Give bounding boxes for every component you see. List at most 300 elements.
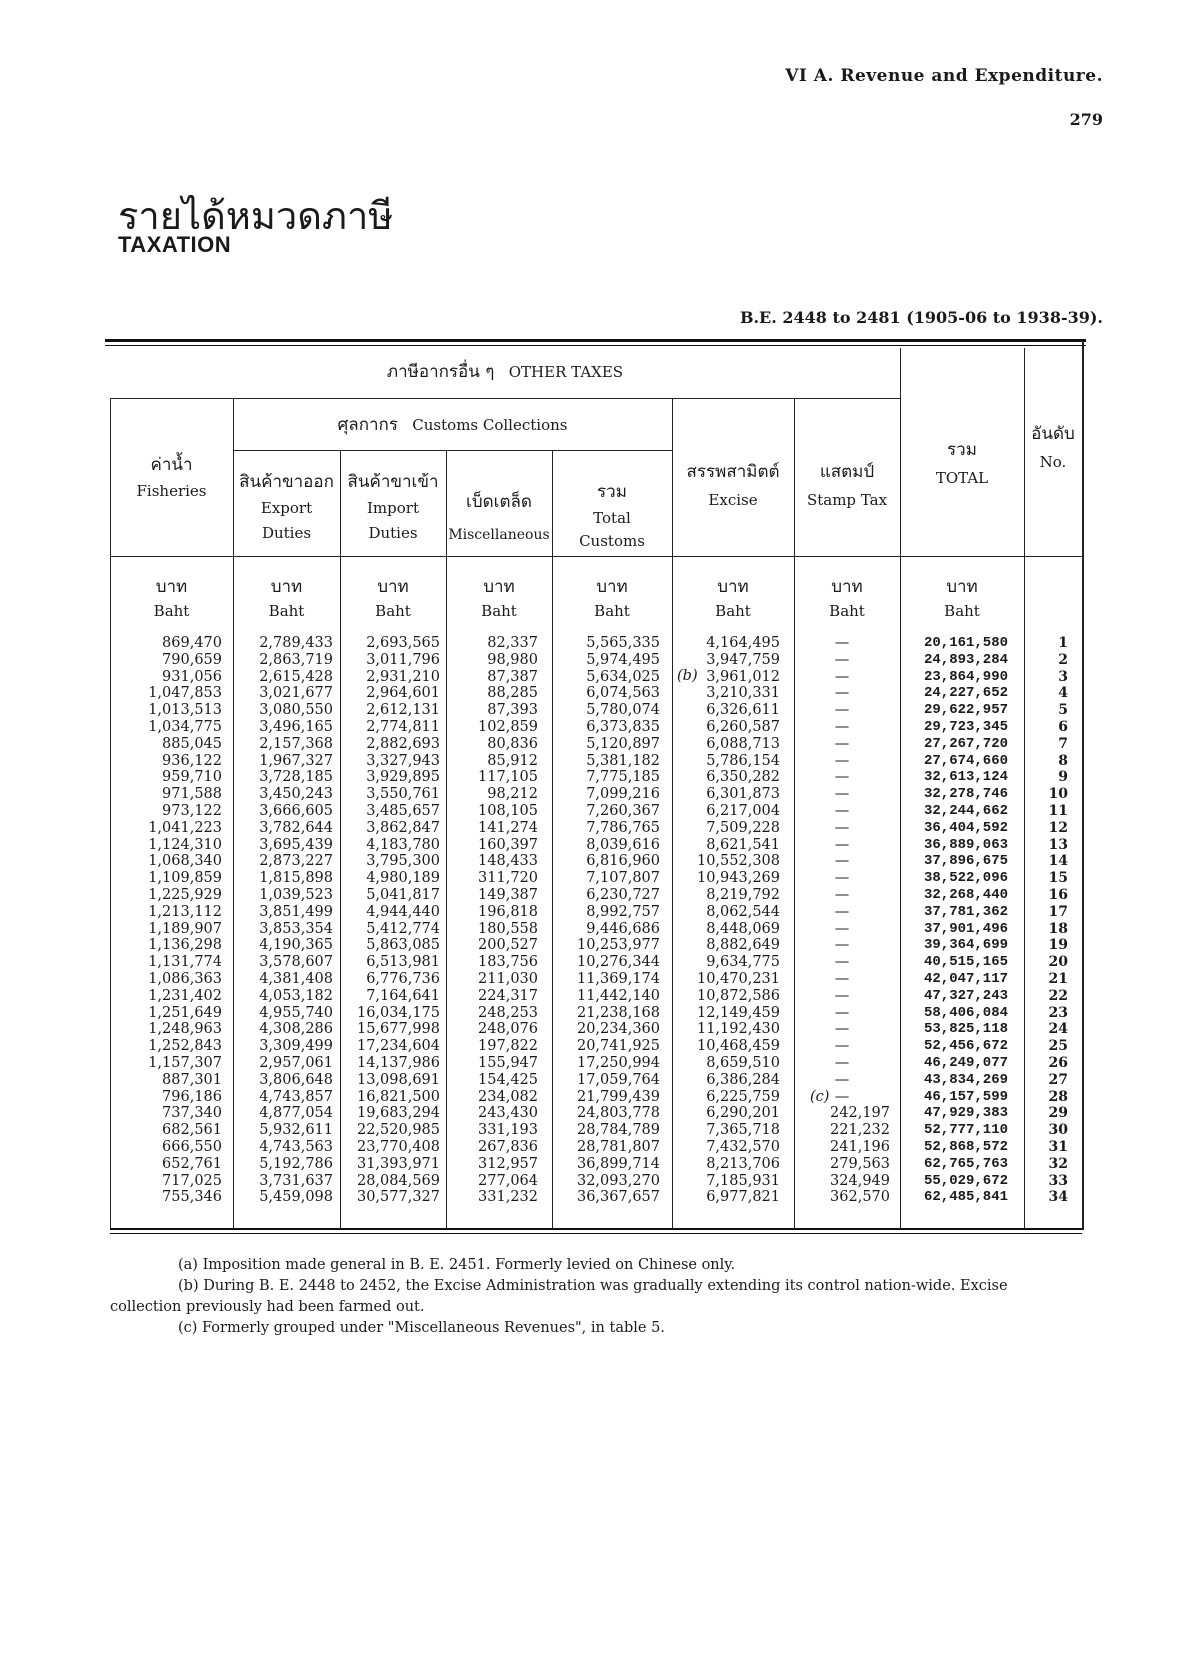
table-cell: 1,039,523 (259, 886, 333, 903)
table-cell: 4,980,189 (366, 870, 440, 887)
header-rule (110, 398, 900, 399)
table-cell: 1,041,223 (148, 819, 222, 836)
table-cell: 10,872,586 (696, 987, 780, 1004)
table-cell: 5,041,817 (366, 886, 440, 903)
import-duties-column (340, 635, 440, 1206)
table-cell: 197,822 (478, 1038, 538, 1055)
unit-label: บาท Baht (375, 577, 411, 620)
table-cell: — (834, 819, 850, 836)
table-cell: 666,550 (162, 1138, 222, 1155)
page-number: 279 (1069, 110, 1103, 129)
table-cell: 4,955,740 (259, 1004, 333, 1021)
table-cell: 242,197 (830, 1105, 890, 1122)
table-cell: 8,992,757 (586, 903, 660, 920)
table-cell: 7,107,807 (586, 870, 660, 887)
table-cell: 180,558 (478, 920, 538, 937)
table-cell: 6,977,821 (706, 1189, 780, 1206)
other-taxes-header (110, 362, 900, 383)
table-cell: 21,799,439 (576, 1088, 660, 1105)
table-cell: — (834, 836, 850, 853)
table-cell: — (834, 1038, 850, 1055)
table-cell: 1,131,774 (148, 954, 222, 971)
table-cell: 32 (1048, 1155, 1068, 1172)
table-cell: 6,290,201 (706, 1105, 780, 1122)
table-cell: 9,446,686 (586, 920, 660, 937)
table-cell: 4,053,182 (259, 987, 333, 1004)
table-cell: 3,021,677 (259, 685, 333, 702)
table-cell: 20,161,580 (923, 635, 1008, 651)
page-title: TAXATION (118, 232, 232, 257)
table-cell: 9 (1058, 769, 1068, 786)
table-cell: 12 (1048, 819, 1068, 836)
table-cell: 2,157,368 (259, 735, 333, 752)
table-cell: — (834, 1021, 850, 1038)
table-cell: 28,084,569 (356, 1172, 440, 1189)
table-cell: 30 (1048, 1122, 1068, 1139)
table-cell: 8 (1058, 752, 1068, 769)
table-cell: 973,122 (162, 802, 222, 819)
table-cell: 3 (1058, 668, 1068, 685)
table-cell: 62,765,763 (923, 1155, 1008, 1172)
table-cell: — (834, 735, 850, 752)
table-cell: 1,231,402 (148, 987, 222, 1004)
table-cell: 7,365,718 (706, 1122, 780, 1139)
table-cell: 27,267,720 (923, 735, 1008, 752)
unit-label: บาท Baht (481, 577, 517, 620)
table-cell: 26 (1048, 1054, 1068, 1071)
table-cell: 1,967,327 (259, 752, 333, 769)
table-cell: 31,393,971 (356, 1155, 440, 1172)
table-cell: 267,836 (478, 1138, 538, 1155)
table-cell: 1,252,843 (148, 1038, 222, 1055)
table-cell: 1,136,298 (148, 937, 222, 954)
table-cell: 196,818 (478, 903, 538, 920)
table-cell: 1,815,898 (259, 870, 333, 887)
table-cell: 16,034,175 (356, 1004, 440, 1021)
table-cell: 1,034,775 (148, 718, 222, 735)
table-cell: 6,513,981 (366, 954, 440, 971)
table-cell: — (834, 937, 850, 954)
table-cell: 362,570 (830, 1189, 890, 1206)
table-cell: 959,710 (162, 769, 222, 786)
table-cell: 21 (1048, 970, 1068, 987)
footnote-marker-c: (c) (810, 1089, 830, 1105)
table-cell: 47,327,243 (923, 987, 1008, 1004)
table-cell: — (834, 1054, 850, 1071)
table-cell: 10,276,344 (576, 954, 660, 971)
table-cell: 8,659,510 (706, 1054, 780, 1071)
table-cell: 2,612,131 (366, 702, 440, 719)
table-cell: 32,613,124 (923, 769, 1008, 786)
table-cell: 5,634,025 (586, 668, 660, 685)
table-cell: 10 (1048, 786, 1068, 803)
table-cell: 887,301 (162, 1071, 222, 1088)
table-cell: 936,122 (162, 752, 222, 769)
table-top-rule-thin (105, 345, 1086, 346)
table-cell: 20,741,925 (576, 1038, 660, 1055)
table-cell: 46,249,077 (923, 1054, 1008, 1071)
table-cell: 5,120,897 (586, 735, 660, 752)
table-cell: 5,786,154 (706, 752, 780, 769)
table-cell: 3,309,499 (259, 1038, 333, 1055)
table-cell: 19 (1048, 937, 1068, 954)
unit-label: บาท Baht (594, 577, 630, 620)
customs-header (233, 415, 672, 436)
table-cell: 47,929,383 (923, 1105, 1008, 1122)
total-header: รวม TOTAL (935, 440, 989, 488)
table-cell: 55,029,672 (923, 1172, 1008, 1189)
table-cell: 17,234,604 (356, 1038, 440, 1055)
table-cell: 3,210,331 (706, 685, 780, 702)
table-cell: 6,217,004 (706, 802, 780, 819)
table-cell: — (834, 870, 850, 887)
table-cell: — (834, 769, 850, 786)
table-cell: 13 (1048, 836, 1068, 853)
table-cell: 24,803,778 (576, 1105, 660, 1122)
table-cell: 42,047,117 (923, 970, 1008, 987)
table-cell: — (834, 920, 850, 937)
table-cell: 6,260,587 (706, 718, 780, 735)
table-cell: 7,432,570 (706, 1138, 780, 1155)
table-cell: 3,496,165 (259, 718, 333, 735)
table-cell: 149,387 (478, 886, 538, 903)
table-cell: 36,367,657 (576, 1189, 660, 1206)
table-cell: 4,381,408 (259, 970, 333, 987)
table-cell: 38,522,096 (923, 870, 1008, 887)
table-cell: 1,086,363 (148, 970, 222, 987)
table-cell: 154,425 (478, 1071, 538, 1088)
table-cell: 3,450,243 (259, 786, 333, 803)
table-cell: 62,485,841 (923, 1189, 1008, 1206)
table-cell: 7 (1058, 735, 1068, 752)
table-cell: 27 (1048, 1071, 1068, 1088)
table-cell: 931,056 (162, 668, 222, 685)
table-cell: 279,563 (830, 1155, 890, 1172)
table-cell: 234,082 (478, 1088, 538, 1105)
table-cell: 8,213,706 (706, 1155, 780, 1172)
export-duties-column (233, 635, 333, 1206)
customs-english: Customs Collections (412, 416, 568, 434)
table-cell: 248,076 (478, 1021, 538, 1038)
table-cell: 6 (1058, 718, 1068, 735)
table-cell: 737,340 (162, 1105, 222, 1122)
table-cell: 8,062,544 (706, 903, 780, 920)
table-cell: 82,337 (487, 635, 538, 651)
table-cell: 4,308,286 (259, 1021, 333, 1038)
table-cell: 98,980 (487, 651, 538, 668)
footnote-c: (c) Formerly grouped under "Miscellaneous Revenues", in table 5. (178, 1320, 665, 1336)
table-cell: — (834, 802, 850, 819)
table-cell: 5 (1058, 702, 1068, 719)
table-cell: 4,743,563 (259, 1138, 333, 1155)
table-cell: 5,565,335 (586, 635, 660, 651)
table-cell: 8,039,616 (586, 836, 660, 853)
table-cell: 8,448,069 (706, 920, 780, 937)
table-cell: 2,774,811 (366, 718, 440, 735)
table-cell: 1,213,112 (148, 903, 222, 920)
table-cell: 20 (1048, 954, 1068, 971)
table-cell: 7,786,765 (586, 819, 660, 836)
table-cell: 31 (1048, 1138, 1068, 1155)
table-cell: 11,442,140 (576, 987, 660, 1004)
table-cell: 53,825,118 (923, 1021, 1008, 1038)
table-cell: 790,659 (162, 651, 222, 668)
table-cell: 6,373,835 (586, 718, 660, 735)
table-cell: 7,509,228 (706, 819, 780, 836)
table-cell: 12,149,459 (696, 1004, 780, 1021)
table-top-rule (105, 339, 1086, 342)
table-cell: 17,059,764 (576, 1071, 660, 1088)
table-cell: 311,720 (478, 870, 538, 887)
table-cell: 4,164,495 (706, 635, 780, 651)
table-cell: 1,225,929 (148, 886, 222, 903)
table-cell: 5,863,085 (366, 937, 440, 954)
table-cell: — (834, 718, 850, 735)
table-cell: 248,253 (478, 1004, 538, 1021)
total-customs-column (552, 635, 660, 1206)
footnote-a: (a) Imposition made general in B. E. 2451. Formerly levied on Chinese only. (178, 1257, 736, 1273)
period-label: B.E. 2448 to 2481 (1905-06 to 1938-39). (739, 308, 1103, 327)
table-cell: 3,862,847 (366, 819, 440, 836)
table-cell: 7,164,641 (366, 987, 440, 1004)
table-cell: 3,806,648 (259, 1071, 333, 1088)
table-cell: 29 (1048, 1105, 1068, 1122)
table-cell: 2 (1058, 651, 1068, 668)
table-cell: 1,124,310 (148, 836, 222, 853)
table-cell: 211,030 (478, 970, 538, 987)
table-cell: 33 (1048, 1172, 1068, 1189)
table-cell: 1,013,513 (148, 702, 222, 719)
table-cell: 1,157,307 (148, 1054, 222, 1071)
table-cell: — (834, 987, 850, 1004)
table-cell: 85,912 (487, 752, 538, 769)
customs-thai: ศุลกากร (337, 415, 398, 435)
table-cell: — (834, 1088, 850, 1105)
table-cell: — (834, 886, 850, 903)
table-cell: — (834, 903, 850, 920)
table-cell: 4,190,365 (259, 937, 333, 954)
table-cell: 39,364,699 (923, 937, 1008, 954)
table-cell: 2,693,565 (366, 635, 440, 651)
table-cell: 28 (1048, 1088, 1068, 1105)
table-cell: 6,776,736 (366, 970, 440, 987)
table-cell: 24,893,284 (923, 651, 1008, 668)
table-cell: 3,728,185 (259, 769, 333, 786)
table-cell: 11,369,174 (576, 970, 660, 987)
table-cell: 10,470,231 (696, 970, 780, 987)
table-cell: 2,931,210 (366, 668, 440, 685)
table-cell: 796,186 (162, 1088, 222, 1105)
footnote-marker-b: (b) (677, 668, 698, 684)
table-cell: 98,212 (487, 786, 538, 803)
table-cell: 88,285 (487, 685, 538, 702)
table-cell: 3,327,943 (366, 752, 440, 769)
footnote-b: (b) During B. E. 2448 to 2452, the Excise Administration was gradually extending its control nation-wide. Excise (178, 1278, 1008, 1294)
table-cell: 2,863,719 (259, 651, 333, 668)
table-cell: 16,821,500 (356, 1088, 440, 1105)
table-cell: 6,230,727 (586, 886, 660, 903)
table-cell: 1,109,859 (148, 870, 222, 887)
table-cell: 32,268,440 (923, 886, 1008, 903)
table-cell: 324,949 (830, 1172, 890, 1189)
table-cell: 21,238,168 (576, 1004, 660, 1021)
table-cell: 87,393 (487, 702, 538, 719)
table-cell: 3,851,499 (259, 903, 333, 920)
table-cell: 160,397 (478, 836, 538, 853)
table-cell: 7,775,185 (586, 769, 660, 786)
table-cell: — (834, 752, 850, 769)
table-cell: 108,105 (478, 802, 538, 819)
table-cell: 6,326,611 (706, 702, 780, 719)
table-bottom-rule-thin (110, 1233, 1082, 1234)
fisheries-header: ค่าน้ำ Fisheries (136, 455, 207, 501)
table-cell: 331,232 (478, 1189, 538, 1206)
table-cell: 5,381,182 (586, 752, 660, 769)
table-cell: 331,193 (478, 1122, 538, 1139)
table-cell: 10,943,269 (696, 870, 780, 887)
table-cell: 58,406,084 (923, 1004, 1008, 1021)
table-cell: 3,731,637 (259, 1172, 333, 1189)
table-cell: 755,346 (162, 1189, 222, 1206)
table-cell: 4,877,054 (259, 1105, 333, 1122)
table-cell: 14 (1048, 853, 1068, 870)
table-cell: 2,957,061 (259, 1054, 333, 1071)
unit-label: บาท Baht (153, 577, 190, 620)
section-header: VI A. Revenue and Expenditure. (785, 66, 1103, 86)
table-cell: 2,882,693 (366, 735, 440, 752)
table-cell: 80,836 (487, 735, 538, 752)
table-cell: 3,961,012 (706, 668, 780, 685)
table-cell: — (834, 1071, 850, 1088)
table-cell: 2,615,428 (259, 668, 333, 685)
total-column (900, 635, 1008, 1206)
table-cell: — (834, 651, 850, 668)
table-cell: 32,093,270 (576, 1172, 660, 1189)
table-cell: — (834, 786, 850, 803)
table-cell: 5,412,774 (366, 920, 440, 937)
export-duties-header: สินค้าขาออก Export Duties (239, 472, 334, 542)
table-cell: 36,889,063 (923, 836, 1008, 853)
table-cell: 652,761 (162, 1155, 222, 1172)
table-cell: 1,189,907 (148, 920, 222, 937)
table-cell: 3,485,657 (366, 802, 440, 819)
table-cell: 15 (1048, 870, 1068, 887)
table-cell: 5,459,098 (259, 1189, 333, 1206)
table-cell: 312,957 (478, 1155, 538, 1172)
table-cell: 46,157,599 (923, 1088, 1008, 1105)
table-cell: 155,947 (478, 1054, 538, 1071)
table-cell: 43,834,269 (923, 1071, 1008, 1088)
table-cell: 16 (1048, 886, 1068, 903)
miscellaneous-column (446, 635, 538, 1206)
table-cell: 4,183,780 (366, 836, 440, 853)
table-cell: 1,047,853 (148, 685, 222, 702)
table-cell: — (834, 635, 850, 651)
table-cell: 17 (1048, 903, 1068, 920)
table-cell: 23,864,990 (923, 668, 1008, 685)
table-cell: 3,929,895 (366, 769, 440, 786)
table-cell: 3,666,605 (259, 802, 333, 819)
table-cell: 3,795,300 (366, 853, 440, 870)
table-cell: 10,253,977 (576, 937, 660, 954)
table-cell: — (834, 685, 850, 702)
table-cell: 6,088,713 (706, 735, 780, 752)
table-cell: 4 (1058, 685, 1068, 702)
table-cell: — (834, 668, 850, 685)
row-number-column (1024, 635, 1068, 1206)
table-cell: 2,964,601 (366, 685, 440, 702)
table-cell: 141,274 (478, 819, 538, 836)
table-cell: — (834, 853, 850, 870)
header-rule (233, 450, 672, 451)
table-cell: 7,099,216 (586, 786, 660, 803)
table-cell: 1 (1058, 635, 1068, 651)
table-cell: 14,137,986 (356, 1054, 440, 1071)
table-bottom-rule (110, 1228, 1082, 1230)
table-cell: 19,683,294 (356, 1105, 440, 1122)
table-cell: 24 (1048, 1021, 1068, 1038)
total-customs-header: รวม Total Customs (579, 482, 645, 550)
unit-label: บาท Baht (829, 577, 865, 620)
table-cell: 8,219,792 (706, 886, 780, 903)
table-cell: 6,350,282 (706, 769, 780, 786)
table-cell: 9,634,775 (706, 954, 780, 971)
table-cell: 52,777,110 (923, 1122, 1008, 1139)
table-cell: 6,225,759 (706, 1088, 780, 1105)
table-cell: 32,244,662 (923, 802, 1008, 819)
table-cell: 15,677,998 (356, 1021, 440, 1038)
table-cell: 37,901,496 (923, 920, 1008, 937)
table-cell: 6,386,284 (706, 1071, 780, 1088)
other-taxes-thai: ภาษีอากรอื่น ๆ (386, 362, 495, 382)
table-cell: 971,588 (162, 786, 222, 803)
table-cell: 11,192,430 (696, 1021, 780, 1038)
table-cell: 8,882,649 (706, 937, 780, 954)
table-cell: 17,250,994 (576, 1054, 660, 1071)
table-cell: 885,045 (162, 735, 222, 752)
table-cell: 34 (1048, 1189, 1068, 1206)
table-cell: 52,456,672 (923, 1038, 1008, 1055)
table-cell: 3,578,607 (259, 954, 333, 971)
table-cell: 3,695,439 (259, 836, 333, 853)
table-cell: 241,196 (830, 1138, 890, 1155)
table-cell: — (834, 970, 850, 987)
table-cell: — (834, 954, 850, 971)
table-cell: 27,674,660 (923, 752, 1008, 769)
table-cell: 5,192,786 (259, 1155, 333, 1172)
table-cell: 87,387 (487, 668, 538, 685)
table-cell: 52,868,572 (923, 1138, 1008, 1155)
table-cell: 20,234,360 (576, 1021, 660, 1038)
table-cell: 13,098,691 (356, 1071, 440, 1088)
table-cell: 3,011,796 (366, 651, 440, 668)
table-cell: 10,552,308 (696, 853, 780, 870)
stamp-tax-header: แสตมป์ Stamp Tax (806, 462, 888, 510)
table-cell: 36,899,714 (576, 1155, 660, 1172)
table-cell: 3,550,761 (366, 786, 440, 803)
table-cell: 22 (1048, 987, 1068, 1004)
table-cell: 224,317 (478, 987, 538, 1004)
table-cell: 1,068,340 (148, 853, 222, 870)
table-cell: 23 (1048, 1004, 1068, 1021)
miscellaneous-header: เบ็ดเตล็ด Miscellaneous (448, 492, 550, 544)
table-right-border (1082, 340, 1084, 1230)
table-cell: 29,622,957 (923, 702, 1008, 719)
footnote-b-cont: collection previously had been farmed out. (110, 1299, 425, 1315)
table-cell: 23,770,408 (356, 1138, 440, 1155)
table-cell: 40,515,165 (923, 954, 1008, 971)
table-cell: — (834, 702, 850, 719)
